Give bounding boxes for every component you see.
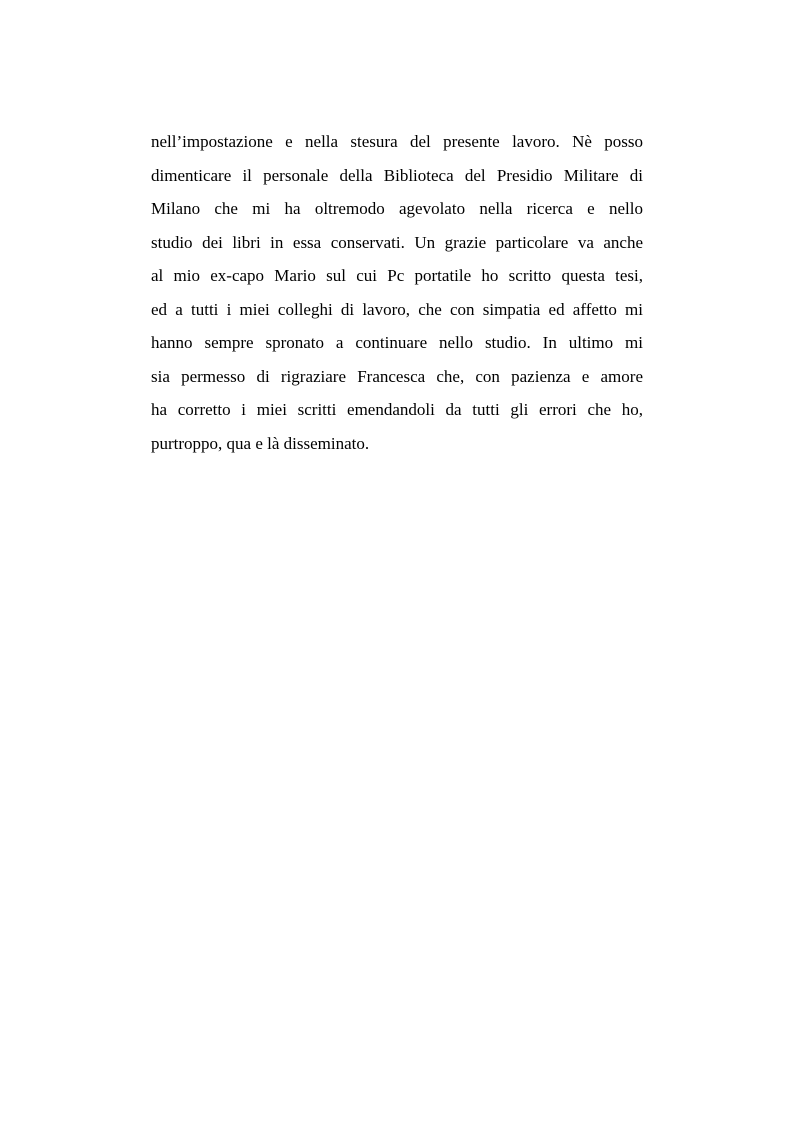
- paragraph-line: ha corretto i miei scritti emendandoli da tutti gli errori che ho,: [151, 400, 643, 419]
- paragraph-line: dimenticare il personale della Biblioteca del Presidio Militare di: [151, 165, 643, 185]
- paragraph-line: sia permesso di rigraziare Francesca che, con pazienza e amore: [151, 366, 643, 386]
- paragraph-line: nell’impostazione e nella stesura del presente lavoro. Nè posso: [151, 132, 643, 151]
- paragraph-line: ed a tutti i miei colleghi di lavoro, che con simpatia ed affetto mi: [151, 299, 643, 319]
- paragraph-line: Milano che mi ha oltremodo agevolato nella ricerca e nello: [151, 199, 643, 218]
- acknowledgements-paragraph: [151, 125, 643, 460]
- paragraph-line-last: purtroppo, qua e là disseminato.: [151, 433, 370, 453]
- paragraph-line: al mio ex-capo Mario sul cui Pc portatile ho scritto questa tesi,: [151, 266, 643, 285]
- paragraph-line: studio dei libri in essa conservati. Un grazie particolare va anche: [151, 232, 643, 252]
- paragraph-line: hanno sempre spronato a continuare nello studio. In ultimo mi: [151, 333, 643, 352]
